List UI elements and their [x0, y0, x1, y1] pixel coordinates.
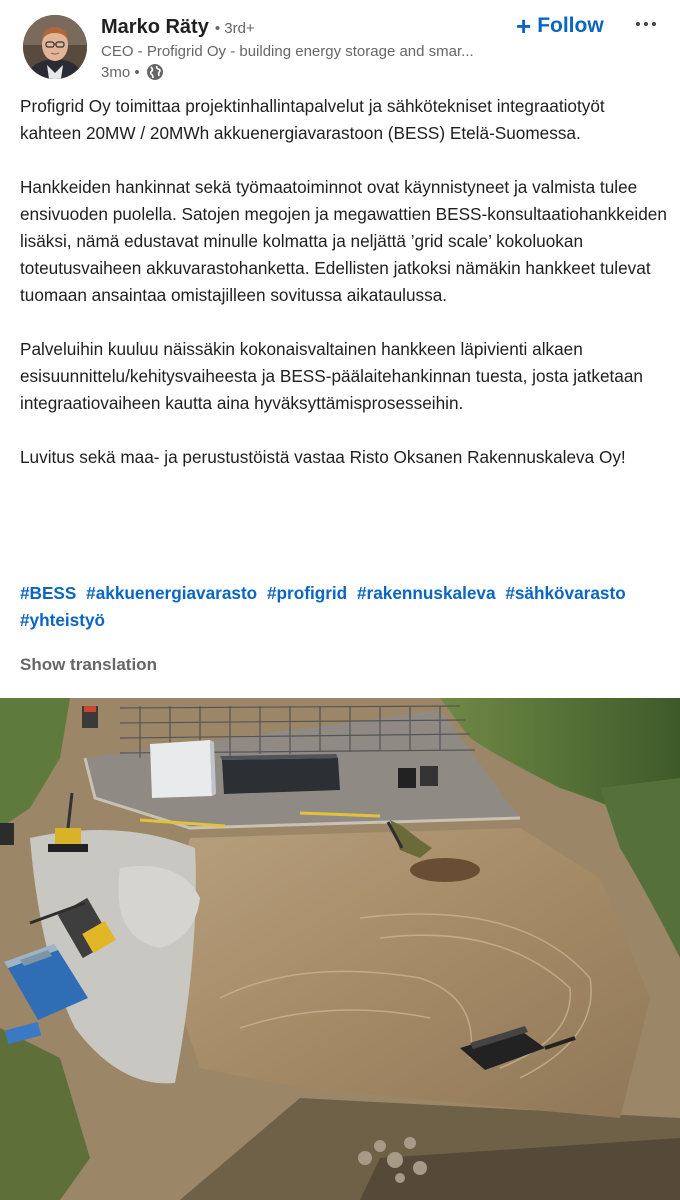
hashtag-link[interactable]: #sähkövarasto — [505, 583, 626, 603]
post-paragraph: Profigrid Oy toimittaa projektinhallintapalvelut ja sähkötekniset integraatiotyöt kahteen 20MW / 20MWh akkuenergiavarastoon (BESS) Etelä-Suomessa. — [20, 96, 605, 143]
connection-degree: • 3rd+ — [214, 20, 255, 37]
author-name[interactable]: Marko Räty — [101, 16, 209, 38]
post-paragraph: Palveluihin kuuluu näissäkin kokonaisvaltainen hankkeen läpivienti alkaen esisuunnittelu/kehitysvaiheesta ja BESS-päälaitehankinnan tuesta, josta jatketaan integraatiovaiheen kautta aina hyväksyttämisprosesseihin. — [20, 339, 643, 413]
post-header — [0, 0, 680, 90]
follow-label: Follow — [537, 14, 604, 37]
author-avatar[interactable] — [23, 15, 87, 79]
post-paragraph: Luvitus sekä maa- ja perustustöistä vastaa Risto Oksanen Rakennuskaleva Oy! — [20, 447, 626, 467]
hashtag-list — [20, 580, 670, 634]
globe-icon — [146, 63, 164, 81]
show-translation-link[interactable]: Show translation — [20, 655, 157, 674]
more-horizontal-icon-dot — [644, 22, 648, 26]
hashtag-link[interactable]: #yhteistyö — [20, 610, 106, 630]
hashtag-link[interactable]: #akkuenergiavarasto — [86, 583, 258, 603]
post-meta — [101, 63, 164, 81]
author-headline: CEO - Profigrid Oy - building energy storage and smar... — [101, 43, 474, 60]
post-image[interactable] — [0, 698, 680, 1200]
hashtag-link[interactable]: #BESS — [20, 583, 77, 603]
hashtag-link[interactable]: #profigrid — [266, 583, 348, 603]
hashtag-link[interactable]: #rakennuskaleva — [356, 583, 496, 603]
plus-icon: + — [516, 11, 532, 41]
follow-button[interactable] — [516, 10, 604, 42]
post-body — [20, 93, 670, 498]
more-horizontal-icon — [636, 22, 640, 26]
post-paragraph: Hankkeiden hankinnat sekä työmaatoiminnot ovat käynnistyneet ja valmista tulee ensivuoden puolella. Satojen megojen ja megawattien BESS-konsultaatiohankkeiden lisäksi, nämä edustavat minulle kolmatta ja neljättä ’grid scale’ kokoluokan toteutusvaiheen akkuvarastohanketta. Edellisten jatkoksi nämäkin hankkeet tulevat tuomaan ansaintaa omistajilleen sovitussa aikataulussa. — [20, 177, 667, 305]
more-options-button[interactable] — [630, 10, 662, 38]
more-horizontal-icon-dot — [652, 22, 656, 26]
author-name-row — [101, 16, 255, 39]
post-time: 3mo • — [101, 63, 140, 81]
